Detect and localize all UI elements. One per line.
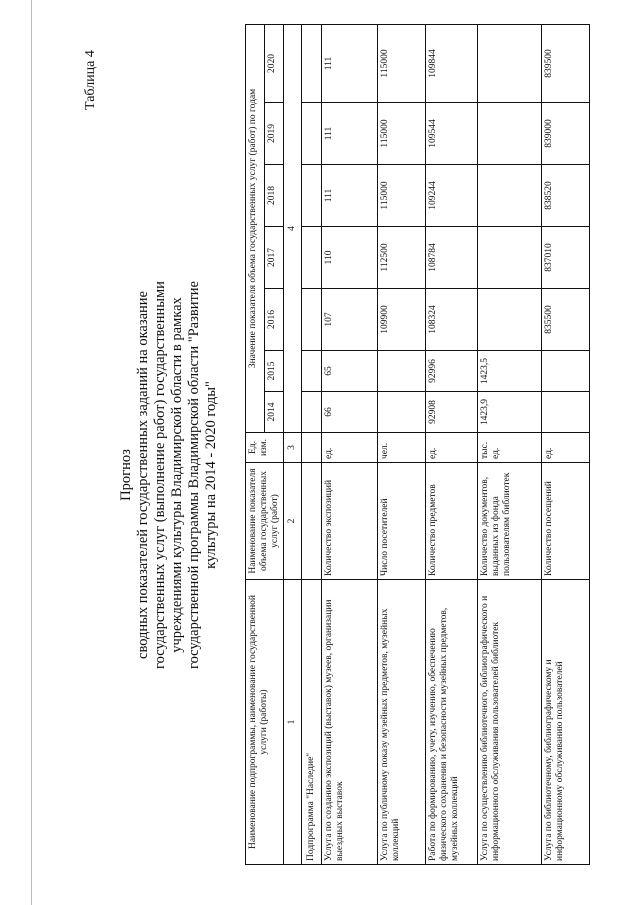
title-line: сводных показателей государственных заданий на оказание [135, 291, 151, 659]
indicator-name: Количество экспозиций [322, 463, 378, 580]
header-row [246, 25, 265, 865]
table-row [542, 25, 590, 865]
value-cell: 65 [322, 351, 378, 392]
indicator-name: Количество документов, выданных из фонда пользователям библиотек [478, 463, 542, 580]
table-row [378, 25, 426, 865]
table-row [478, 25, 542, 865]
value-cell: 838520 [542, 165, 590, 227]
column-number: 3 [284, 433, 302, 463]
value-cell: 837010 [542, 227, 590, 289]
column-number: 2 [284, 463, 302, 580]
header-name: Наименование подпрограммы, наименование государственной услуги (работы) [246, 580, 284, 865]
value-cell: 111 [322, 103, 378, 165]
value-cell: 115000 [378, 25, 426, 103]
value-cell: 1423,5 [478, 351, 542, 392]
header-values-group: Значение показателя объема государственных услуг (работ) по годам [246, 25, 265, 433]
service-name: Работа по формированию, учету, изучению, обеспечению физического сохранения и безопасности музейных предметов, музейных коллекций [426, 580, 478, 865]
title-line: государственной программы Владимирской области "Развитие [186, 281, 202, 670]
indicator-name: Количество предметов [426, 463, 478, 580]
service-name: Услуга по осуществлению библиотечного, библиографического и информационного обслуживания пользователей библиотек [478, 580, 542, 865]
value-cell [378, 392, 426, 433]
header-year: 2020 [265, 25, 284, 103]
title-line: учреждениями культуры Владимирской области в рамках [169, 297, 185, 653]
header-year: 2017 [265, 227, 284, 289]
value-cell: 66 [322, 392, 378, 433]
value-cell: 111 [322, 165, 378, 227]
section-title: Подпрограмма "Наследие" [302, 580, 322, 865]
value-cell: 92996 [426, 351, 478, 392]
value-cell [478, 103, 542, 165]
value-cell: 109544 [426, 103, 478, 165]
title-line: культуры на 2014 - 2020 годы" [203, 381, 219, 569]
value-cell: 112500 [378, 227, 426, 289]
service-name: Услуга по библиотечному, библиографическому и информационному обслуживанию пользователей [542, 580, 590, 865]
header-year: 2018 [265, 165, 284, 227]
header-year: 2014 [265, 392, 284, 433]
header-year: 2016 [265, 289, 284, 351]
value-cell: 108324 [426, 289, 478, 351]
header-year: 2015 [265, 351, 284, 392]
header-unit: Ед. изм. [246, 433, 284, 463]
value-cell [542, 392, 590, 433]
value-cell: 110 [322, 227, 378, 289]
unit-cell: ед. [322, 433, 378, 463]
value-cell [478, 25, 542, 103]
service-name: Услуга по созданию экспозиций (выставок) музеев, организации выездных выставок [322, 580, 378, 865]
value-cell: 115000 [378, 165, 426, 227]
value-cell: 108784 [426, 227, 478, 289]
column-number: 4 [284, 25, 302, 433]
value-cell [478, 289, 542, 351]
value-cell: 1423,9 [478, 392, 542, 433]
value-cell [478, 165, 542, 227]
column-number: 1 [284, 580, 302, 865]
unit-cell: ед. [542, 433, 590, 463]
header-year: 2019 [265, 103, 284, 165]
forecast-table [245, 24, 590, 865]
value-cell: 92908 [426, 392, 478, 433]
indicator-name: Количество посещений [542, 463, 590, 580]
value-cell: 111 [322, 25, 378, 103]
header-indicator: Наименование показателя объема государственных услуг (работ) [246, 463, 284, 580]
table-row [426, 25, 478, 865]
value-cell: 109244 [426, 165, 478, 227]
value-cell: 835500 [542, 289, 590, 351]
title-line: государственных услуг (выполнение работ) государственными [152, 281, 168, 669]
column-number-row [284, 25, 302, 865]
value-cell: 115000 [378, 103, 426, 165]
service-name: Услуга по публичному показу музейных предметов, музейных коллекций [378, 580, 426, 865]
indicator-name: Число посетителей [378, 463, 426, 580]
table-row [322, 25, 378, 865]
document-title [118, 245, 220, 705]
unit-cell: ед. [426, 433, 478, 463]
title-line: Прогноз [118, 449, 134, 501]
table-label: Таблица 4 [83, 50, 98, 110]
value-cell: 839000 [542, 103, 590, 165]
value-cell: 839500 [542, 25, 590, 103]
unit-cell: тыс. ед. [478, 433, 542, 463]
value-cell: 107 [322, 289, 378, 351]
value-cell [542, 351, 590, 392]
unit-cell: чел. [378, 433, 426, 463]
value-cell [378, 351, 426, 392]
value-cell: 109900 [378, 289, 426, 351]
section-row [302, 25, 322, 865]
value-cell [478, 227, 542, 289]
value-cell: 109844 [426, 25, 478, 103]
